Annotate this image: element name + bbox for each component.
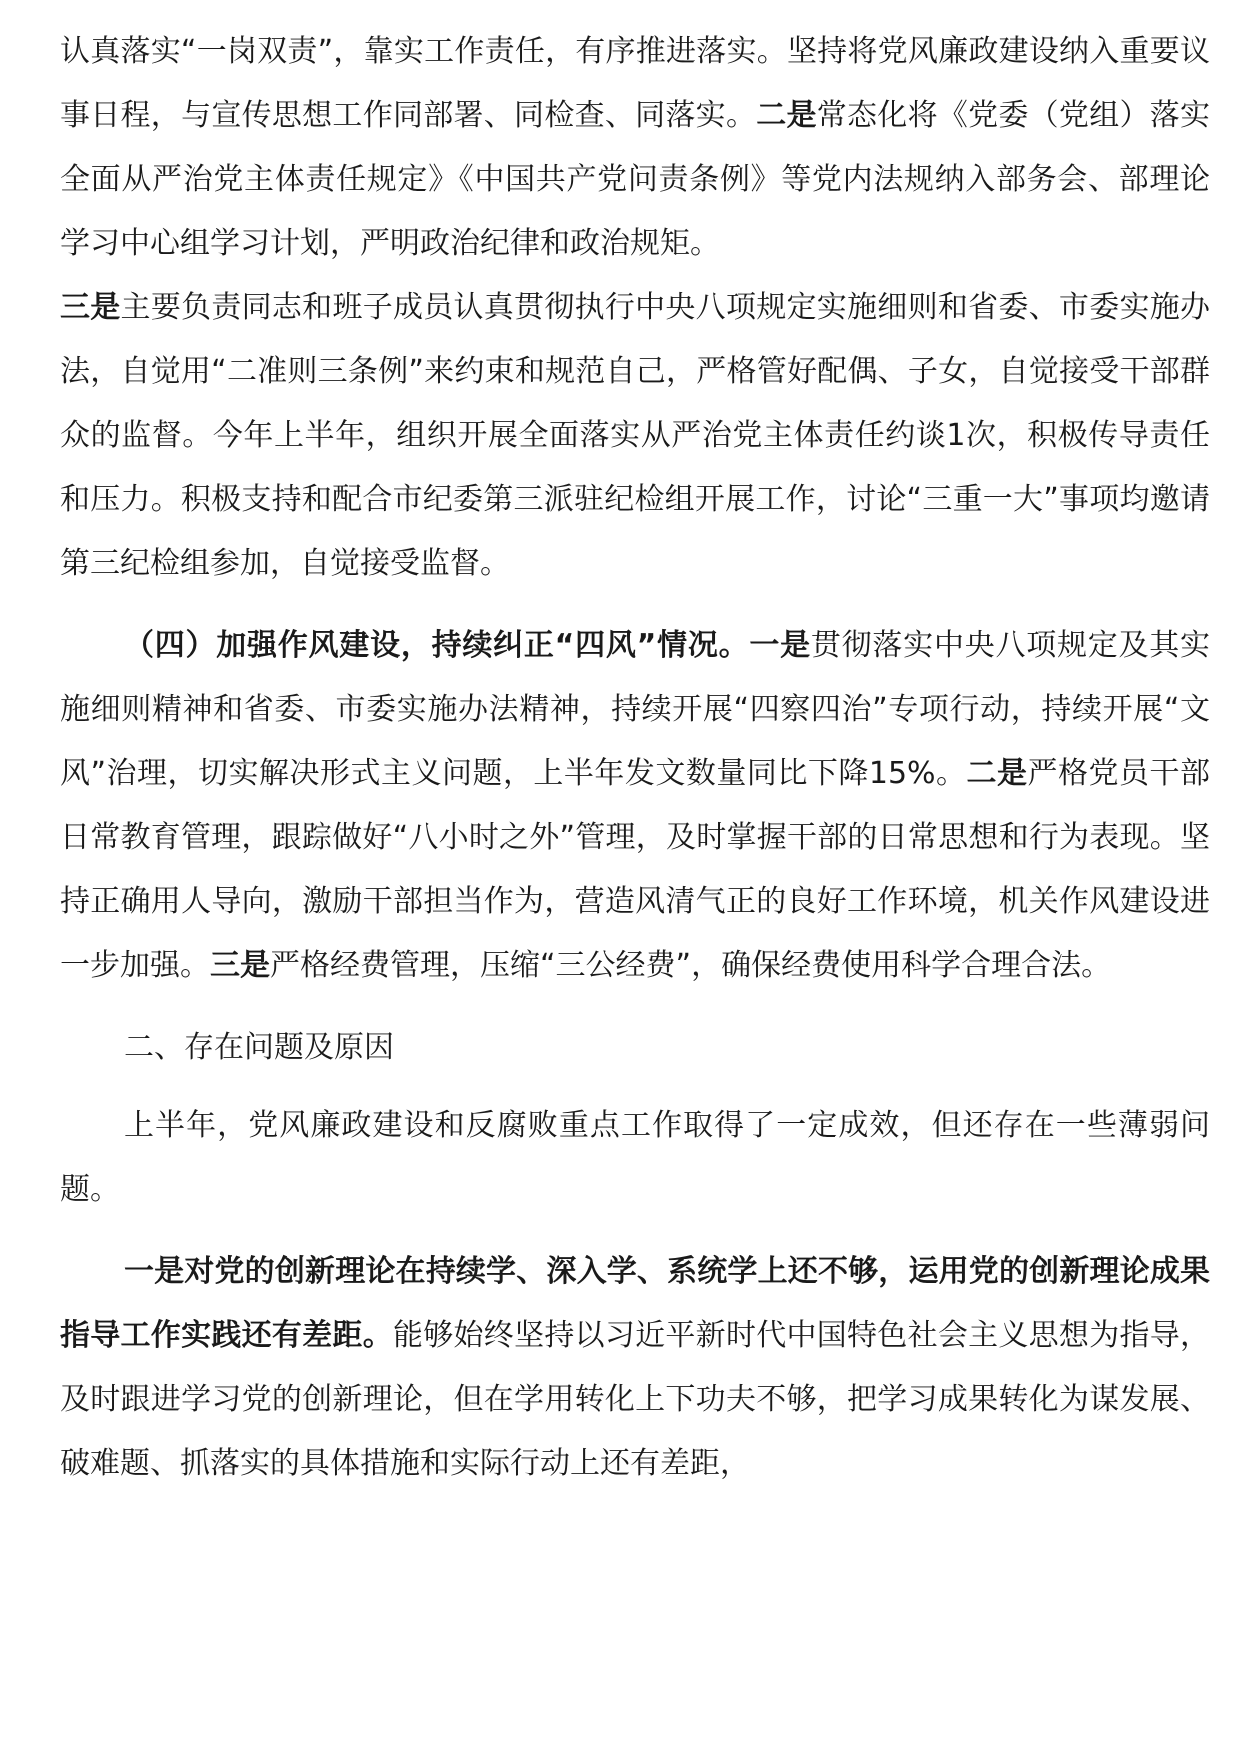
paragraph-text: 严格党员干部日常教育管理，跟踪做好“八小时之外”管理，及时掌握干部的日常思想和行为表现。坚持正确用人导向，激励干部担当作为，营造风清气正的良好工作环境，机关作风建设进一步加强。 (60, 756, 1211, 983)
paragraph-intro: 上半年，党风廉政建设和反腐败重点工作取得了一定成效，但还存在一些薄弱问题。 (60, 1108, 1210, 1207)
paragraph-text: 严格经费管理，压缩“三公经费”，确保经费使用科学合理合法。 (270, 948, 1112, 983)
paragraph-text: 能够始终坚持以习近平新时代中国特色社会主义思想为指导，及时跟进学习党的创新理论，但在学用转化上下功夫不够，把学习成果转化为谋发展、破难题、抓落实的具体措施和实际行动上还有差距， (60, 1318, 1211, 1481)
section-heading-4: （四）加强作风建设，持续纠正“四风”情况。 (124, 628, 750, 663)
paragraph-text: 贯彻落实中央八项规定及其实施细则精神和省委、市委实施办法精神，持续开展“四察四治”专项行动，持续开展“文风”治理，切实解决形式主义问题，上半年发文数量同比下降15%。 (60, 628, 1211, 791)
paragraph-text: 主要负责同志和班子成员认真贯彻执行中央八项规定实施细则和省委、市委实施办法，自觉用“二准则三条例”来约束和规范自己，严格管好配偶、子女，自觉接受干部群众的监督。今年上半年，组织开展全面落实从严治党主体责任约谈1次，积极传导责任和压力。积极支持和配合市纪委第三派驻纪检组开展工作，讨论“三重一大”事项均邀请第三纪检组参加，自觉接受监督。 (60, 290, 1211, 581)
document-page (60, 20, 1210, 1496)
section-heading-problems: 二、存在问题及原因 (124, 1030, 394, 1065)
bold-lead: 三是 (210, 948, 270, 983)
paragraph-text: 认真落实“一岗双责”，靠实工作责任，有序推进落实。坚持将党风廉政建设纳入重要议事日程，与宣传思想工作同部署、同检查、同落实。 (60, 34, 1210, 133)
paragraph-text: 常态化将《党委（党组）落实全面从严治党主体责任规定》《中国共产党问责条例》等党内法规纳入部务会、部理论学习中心组学习计划，严明政治纪律和政治规矩。 (60, 98, 1211, 261)
bold-lead: 一是 (749, 628, 811, 663)
bold-lead: 三是 (60, 290, 121, 325)
paragraph-work-style (60, 614, 1210, 998)
bold-lead: 二是 (756, 98, 817, 133)
paragraph-responsibility (60, 20, 1210, 596)
bold-lead: 二是 (966, 756, 1028, 791)
problem-heading: 一是对党的创新理论在持续学、深入学、系统学上还不够，运用党的创新理论成果指导工作实践还有差距。 (60, 1254, 1210, 1353)
paragraph-problem-1 (60, 1240, 1210, 1496)
